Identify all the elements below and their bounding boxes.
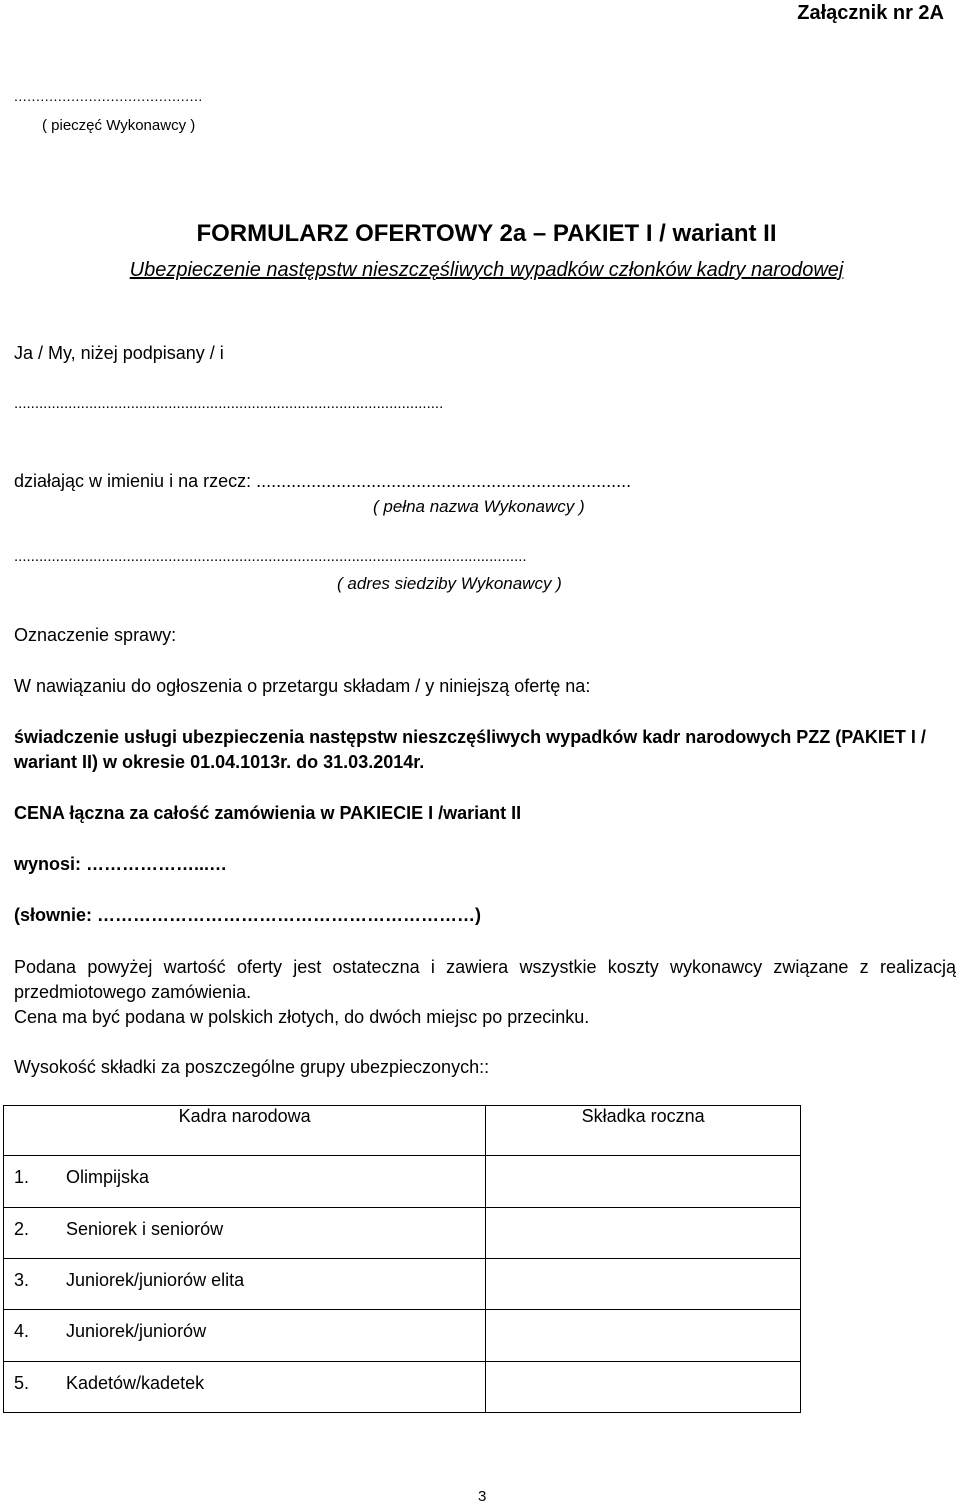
attachment-label: Załącznik nr 2A [797, 2, 944, 24]
amount-field[interactable]: wynosi: ………………...… [14, 854, 228, 874]
row-squad-name: Juniorek/juniorów [66, 1321, 207, 1342]
premium-cell[interactable] [486, 1156, 801, 1207]
price-heading: CENA łączna za całość zamówienia w PAKIECIE I /wariant II [14, 803, 522, 823]
column-header-premium: Składka roczna [486, 1106, 801, 1156]
address-dotted-field[interactable]: ........................................................................................................................... [14, 548, 527, 565]
row-number: 4. [14, 1321, 30, 1342]
row-number: 1. [14, 1167, 30, 1188]
currency-note: Cena ma być podana w polskich złotych, do dwóch miejsc po przecinku. [14, 1007, 590, 1027]
column-header-squad: Kadra narodowa [4, 1106, 486, 1156]
signer-dotted-field[interactable]: ....................................................................................................... [14, 395, 444, 412]
row-squad-name: Kadetów/kadetek [66, 1372, 205, 1393]
premium-cell[interactable] [486, 1258, 801, 1309]
full-name-label: ( pełna nazwa Wykonawcy ) [373, 497, 585, 516]
premium-cell[interactable] [486, 1361, 801, 1412]
signer-line: Ja / My, niżej podpisany / i [14, 343, 224, 363]
row-number: 2. [14, 1218, 30, 1239]
table-row [4, 1258, 801, 1309]
final-value-note: Podana powyżej wartość oferty jest ostateczna i zawiera wszystkie koszty wykonawcy związane z realizacją przedmiotowego zamówienia. [14, 957, 956, 1002]
form-title: FORMULARZ OFERTOWY 2a – PAKIET I / wariant II [196, 220, 777, 247]
table-row [4, 1361, 801, 1412]
intro-text: W nawiązaniu do ogłoszenia o przetargu składam / y niniejszą ofertę na: [14, 676, 591, 696]
form-subtitle: Ubezpieczenie następstw nieszczęśliwych wypadków członków kadry narodowej [129, 259, 844, 281]
row-number: 5. [14, 1372, 30, 1393]
acting-on-behalf-field[interactable]: działając w imieniu i na rzecz: ........................................................................... [14, 471, 632, 491]
premium-cell[interactable] [486, 1310, 801, 1361]
case-designation-label: Oznaczenie sprawy: [14, 625, 177, 645]
premium-table [3, 1105, 801, 1413]
row-squad-name: Seniorek i seniorów [66, 1218, 224, 1239]
address-label: ( adres siedziby Wykonawcy ) [337, 574, 562, 593]
premium-cell[interactable] [486, 1207, 801, 1258]
stamp-dotted-line: ........................................... [14, 88, 203, 104]
table-row [4, 1207, 801, 1258]
amount-in-words-field[interactable]: (słownie: ………………………………………………………) [14, 905, 481, 925]
row-squad-name: Juniorek/juniorów elita [66, 1269, 245, 1290]
row-number: 3. [14, 1269, 30, 1290]
table-row [4, 1310, 801, 1361]
service-description: świadczenie usługi ubezpieczenia następstw nieszczęśliwych wypadków kadr narodowych PZZ (PAKIET I / wariant II) w okresie 01.04.1013r. do 31.03.2014r. [14, 727, 926, 772]
table-header-row [4, 1106, 801, 1156]
stamp-label: ( pieczęć Wykonawcy ) [42, 117, 196, 134]
page-number: 3 [478, 1488, 487, 1505]
table-row [4, 1156, 801, 1207]
groups-heading: Wysokość składki za poszczególne grupy ubezpieczonych:: [14, 1057, 490, 1077]
row-squad-name: Olimpijska [66, 1167, 150, 1188]
